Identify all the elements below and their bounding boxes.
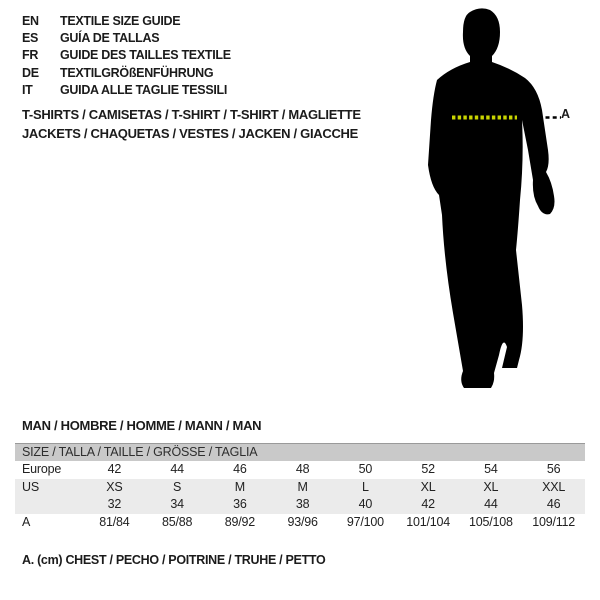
size-cell: M (297, 479, 308, 494)
language-code: ES (22, 31, 39, 46)
language-row-it (22, 82, 231, 99)
size-cell: 105/108 (468, 514, 513, 529)
section-title-man: MAN / HOMBRE / HOMME / MANN / MAN (22, 418, 262, 433)
table-row-us-numbers (15, 496, 585, 514)
language-row-en (22, 13, 231, 30)
size-cell: 50 (358, 462, 373, 476)
language-code: IT (22, 82, 33, 97)
size-cell: 52 (421, 462, 435, 476)
size-cell: 101/104 (406, 514, 451, 529)
size-cell: 81/84 (99, 514, 130, 529)
language-label: GUIDA ALLE TAGLIE TESSILI (60, 82, 228, 97)
measure-label-a: A (561, 107, 570, 121)
man-silhouette-figure (415, 5, 565, 395)
size-cell: 85/88 (161, 514, 193, 529)
size-cell: 109/112 (532, 514, 576, 529)
row-label (15, 496, 83, 514)
size-cell: 44 (484, 497, 498, 511)
size-cell: XS (106, 479, 123, 494)
language-code: FR (22, 48, 39, 63)
size-cell: 44 (170, 462, 184, 476)
size-cell: XL (420, 479, 436, 494)
size-cell: 42 (107, 462, 122, 476)
size-cell: 34 (170, 497, 184, 511)
size-cell: XXL (542, 479, 566, 494)
measurement-footnote: A. (cm) CHEST / PECHO / POITRINE / TRUHE / PETTO (22, 553, 326, 567)
size-cell: 93/96 (287, 514, 318, 529)
size-cell: L (361, 479, 369, 494)
category-lines (22, 106, 361, 143)
language-code: DE (22, 65, 39, 80)
table-row-us-letters (15, 479, 585, 497)
size-cell: XL (483, 479, 499, 494)
language-label: GUÍA DE TALLAS (60, 31, 160, 46)
language-code: EN (22, 14, 39, 28)
size-cell: 89/92 (224, 514, 256, 529)
size-table (15, 443, 585, 531)
language-label: TEXTILE SIZE GUIDE (60, 14, 181, 28)
category-jackets: JACKETS / CHAQUETAS / VESTES / JACKEN / GIACCHE (22, 125, 358, 141)
size-cell: 38 (295, 497, 310, 511)
size-cell: 48 (295, 462, 310, 476)
category-tshirts: T-SHIRTS / CAMISETAS / T-SHIRT / T-SHIRT / MAGLIETTE (22, 107, 361, 122)
man-silhouette-svg (415, 5, 565, 395)
size-cell: 54 (484, 462, 498, 476)
size-cell: M (234, 479, 245, 494)
language-label: TEXTILGRÖßENFÜHRUNG (60, 65, 214, 80)
row-label: Europe (22, 462, 62, 476)
size-cell: 32 (107, 497, 122, 511)
size-table-header: SIZE / TALLA / TAILLE / GRÖSSE / TAGLIA (15, 443, 585, 461)
language-label: GUIDE DES TAILLES TEXTILE (60, 48, 231, 63)
size-cell: 40 (358, 497, 373, 511)
man-silhouette-path (428, 8, 555, 388)
size-cell: 56 (546, 462, 561, 476)
row-label: US (22, 479, 39, 494)
size-cell: 42 (421, 497, 435, 511)
table-row-chest-cm (15, 514, 585, 532)
language-list (22, 13, 231, 99)
size-cell: 46 (233, 462, 247, 476)
size-cell: 36 (233, 497, 247, 511)
size-cell: 46 (546, 497, 561, 511)
language-row-fr (22, 47, 231, 64)
language-row-de (22, 65, 231, 82)
language-row-es (22, 30, 231, 47)
row-label: A (22, 514, 31, 529)
size-cell: 97/100 (346, 514, 384, 529)
table-row-europe (15, 461, 585, 479)
size-cell: S (173, 479, 182, 494)
